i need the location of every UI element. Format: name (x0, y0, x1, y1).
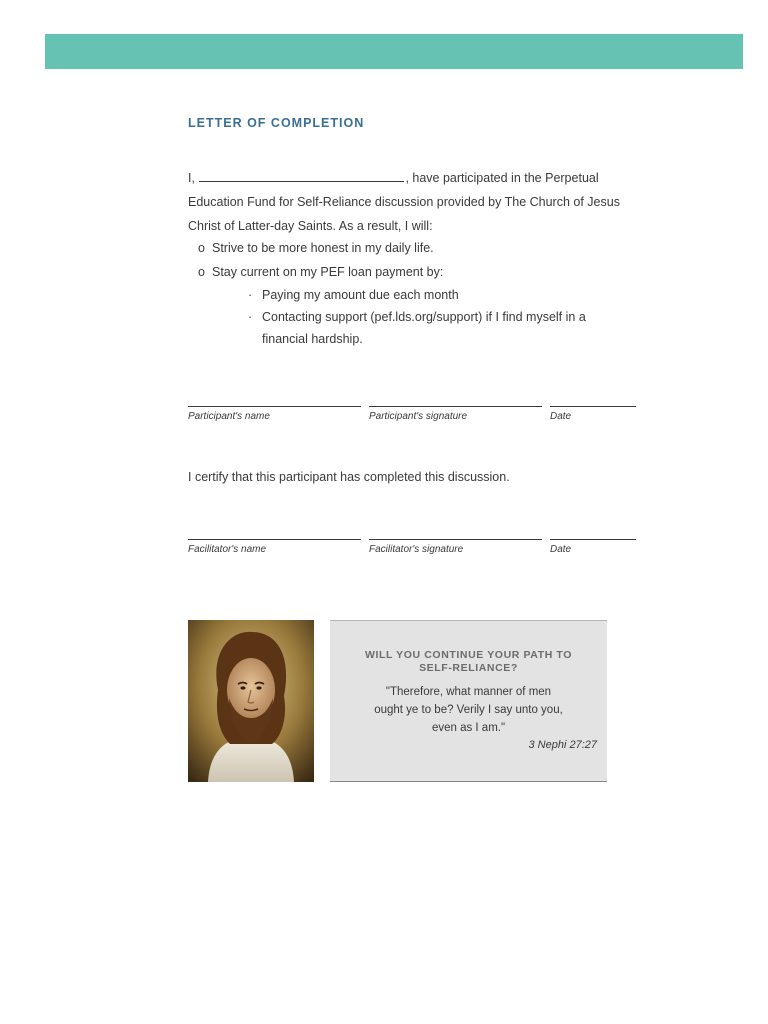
quote-reference: 3 Nephi 27:27 (528, 739, 597, 751)
quote-heading-line2: SELF-RELIANCE? (419, 662, 518, 674)
dot-bullet-icon: · (248, 288, 253, 302)
sub-list-item (248, 284, 618, 306)
scripture-quote-box (330, 620, 607, 782)
participant-date-label: Date (550, 411, 572, 422)
intro-rest: , have participated in the Perpetual Education Fund for Self-Reliance discussion provided by The Church of Jesus Christ of Latter-day Saints. As a result, I will: (188, 171, 620, 233)
participant-date-field[interactable] (550, 406, 636, 422)
list-item-text: Strive to be more honest in my daily life. (212, 241, 434, 255)
participant-signature-label: Participant's signature (369, 411, 468, 422)
quote-text (330, 683, 607, 737)
facilitator-signature-label: Facilitator's signature (369, 544, 464, 555)
quote-line1: "Therefore, what manner of men (385, 686, 552, 698)
payment-sub-list (212, 284, 618, 350)
facilitator-signature-field[interactable] (369, 539, 542, 555)
sub-list-item-text: Contacting support (pef.lds.org/support) if I find myself in a financial hardship. (262, 310, 586, 346)
facilitator-signature-row (188, 539, 636, 569)
list-item (198, 260, 618, 350)
facilitator-date-field[interactable] (550, 539, 636, 555)
facilitator-name-label: Facilitator's name (188, 544, 267, 555)
dot-bullet-icon: · (248, 310, 253, 324)
sub-list-item (248, 306, 618, 350)
certify-statement: I certify that this participant has completed this discussion. (188, 470, 510, 484)
intro-start: I, (188, 171, 195, 185)
commitment-list (198, 236, 618, 350)
circle-bullet-icon: o (198, 241, 205, 255)
participant-signature-row (188, 406, 636, 436)
quote-line3: even as I am." (431, 722, 506, 734)
participant-name-label: Participant's name (188, 411, 270, 422)
quote-heading (330, 649, 607, 675)
participant-signature-field[interactable] (369, 406, 542, 422)
header-bar (45, 34, 743, 69)
quote-line2: ought ye to be? Verily I say unto you, (374, 704, 563, 716)
participant-name-blank (199, 169, 404, 182)
circle-bullet-icon: o (198, 265, 205, 279)
portrait-illustration (188, 620, 314, 782)
facilitator-date-label: Date (550, 544, 572, 555)
list-item-text: Stay current on my PEF loan payment by: (212, 265, 444, 279)
portrait-image (188, 620, 314, 782)
facilitator-name-field[interactable] (188, 539, 361, 555)
page-title: LETTER OF COMPLETION (188, 116, 365, 130)
list-item (198, 236, 618, 260)
participant-name-field[interactable] (188, 406, 361, 422)
intro-paragraph (188, 166, 628, 238)
quote-heading-line1: WILL YOU CONTINUE YOUR PATH TO (364, 649, 572, 661)
sub-list-item-text: Paying my amount due each month (262, 288, 459, 302)
